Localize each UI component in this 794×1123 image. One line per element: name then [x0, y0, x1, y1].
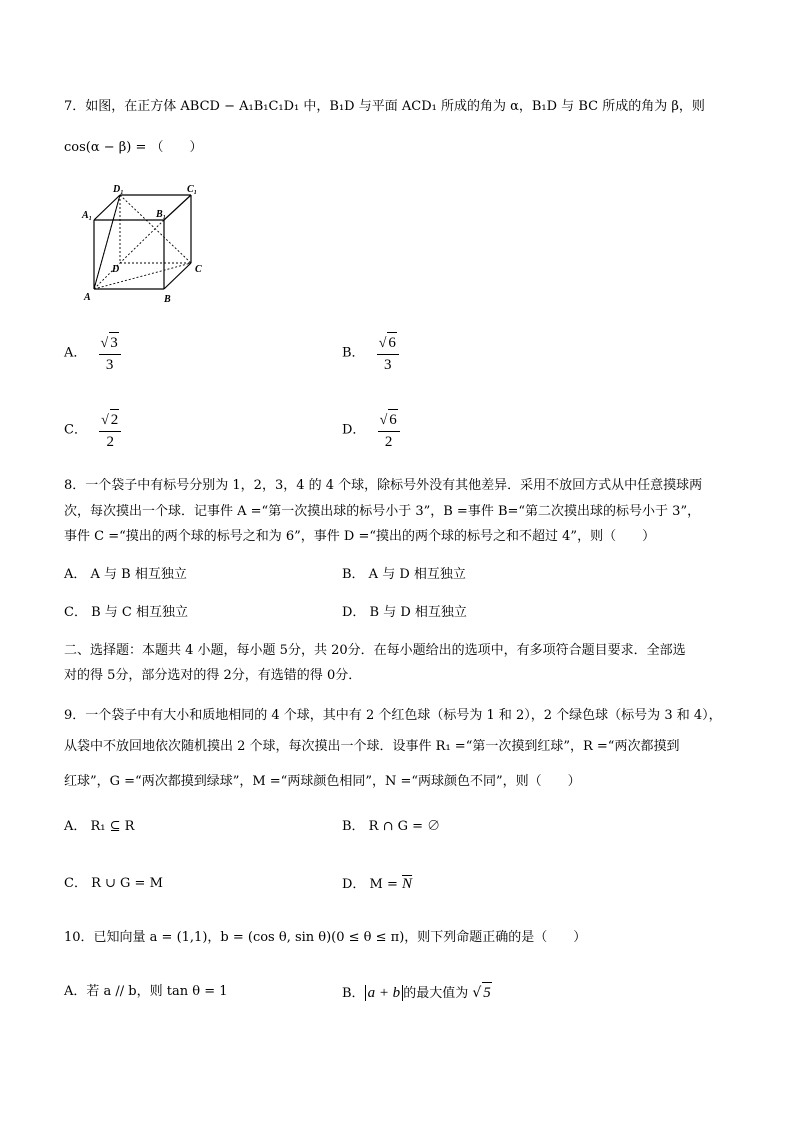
cube-figure [78, 180, 218, 305]
label-D: D [112, 264, 120, 275]
q10-line1: 10．已知向量 a = (1,1)，b = (cos θ, sin θ)(0 ≤ θ ≤ π)，则下列命题正确的是（ ） [64, 930, 587, 945]
q8-line3: 事件 C =“摸出的两个球的标号之和为 6”，事件 D =“摸出的两个球的标号之和不超过 4”，则（ ） [64, 529, 656, 544]
q8-option-c[interactable]: C． B 与 C 相互独立 [64, 605, 188, 620]
label-C1: C₁ [187, 184, 198, 195]
q7-line2: cos(α − β) = （ ） [64, 140, 203, 155]
q8-option-d[interactable]: D． B 与 D 相互独立 [342, 605, 467, 620]
label-D1: D₁ [113, 184, 124, 195]
q9-option-a[interactable]: A． R₁ ⊆ R [64, 819, 135, 834]
label-A: A [84, 292, 91, 303]
label-C: C [195, 264, 202, 275]
abs-a-plus-b: a + b [365, 985, 404, 1001]
q9-option-d[interactable]: D． $M = \overline{N}$ [342, 876, 413, 892]
q9-line1: 9．一个袋子中有大小和质地相同的 4 个球，其中有 2 个红色球（标号为 1 和 2），2 个绿色球（标号为 3 和 4）， [64, 708, 722, 723]
label-B1: B₁ [156, 209, 167, 220]
q9-option-b[interactable]: B． R ∩ G = ∅ [342, 819, 441, 834]
section2-line1: 二、选择题：本题共 4 小题，每小题 5分，共 20分．在每小题给出的选项中，有多项符合题目要求．全部选 [64, 643, 686, 658]
q8-line1: 8．一个袋子中有标号分别为 1，2，3，4 的 4 个球，除标号外没有其他差异．采用不放回方式从中任意摸球两 [64, 478, 703, 493]
q8-option-b[interactable]: B． A 与 D 相互独立 [342, 567, 466, 582]
label-B: B [164, 294, 171, 305]
q7-option-d[interactable]: D． $\frac{√ 6}{2}$ [342, 409, 400, 452]
q8-line2: 次，每次摸出一个球．记事件 A =“第一次摸出球的标号小于 3”，B =事件 B=“第二次摸出球的标号小于 3”， [64, 504, 701, 519]
q10-option-a[interactable]: A．若 a // b，则 tan θ = 1 [64, 984, 228, 999]
q7-option-a[interactable]: A． $\frac{√ 3}{3}$ [64, 332, 121, 375]
q7-option-b[interactable]: B． $\frac{√ 6}{3}$ [342, 332, 399, 375]
q7-option-c[interactable]: C． $\frac{√ 2}{2}$ [64, 409, 121, 452]
q9-line3: 红球”，G =“两次都摸到绿球”，M =“两球颜色相同”，N =“两球颜色不同”，则（ ） [64, 774, 581, 789]
section2-line2: 对的得 5分，部分选对的得 2分，有选错的得 0分． [64, 668, 362, 683]
q10-option-b[interactable]: B． a + b 的最大值为 √ 5 [342, 982, 492, 1004]
label-A1: A₁ [82, 210, 93, 221]
n-bar: $\overline{N}$ [402, 876, 413, 892]
q8-option-a[interactable]: A． A 与 B 相互独立 [64, 567, 187, 582]
q7-line1: 7．如图，在正方体 ABCD − A₁B₁C₁D₁ 中，B₁D 与平面 ACD₁ 所成的角为 α，B₁D 与 BC 所成的角为 β，则 [64, 99, 705, 114]
q9-line2: 从袋中不放回地依次随机摸出 2 个球，每次摸出一个球．设事件 R₁ =“第一次摸到红球”，R =“两次都摸到 [64, 739, 680, 754]
q9-option-c[interactable]: C． R ∪ G = M [64, 876, 163, 891]
